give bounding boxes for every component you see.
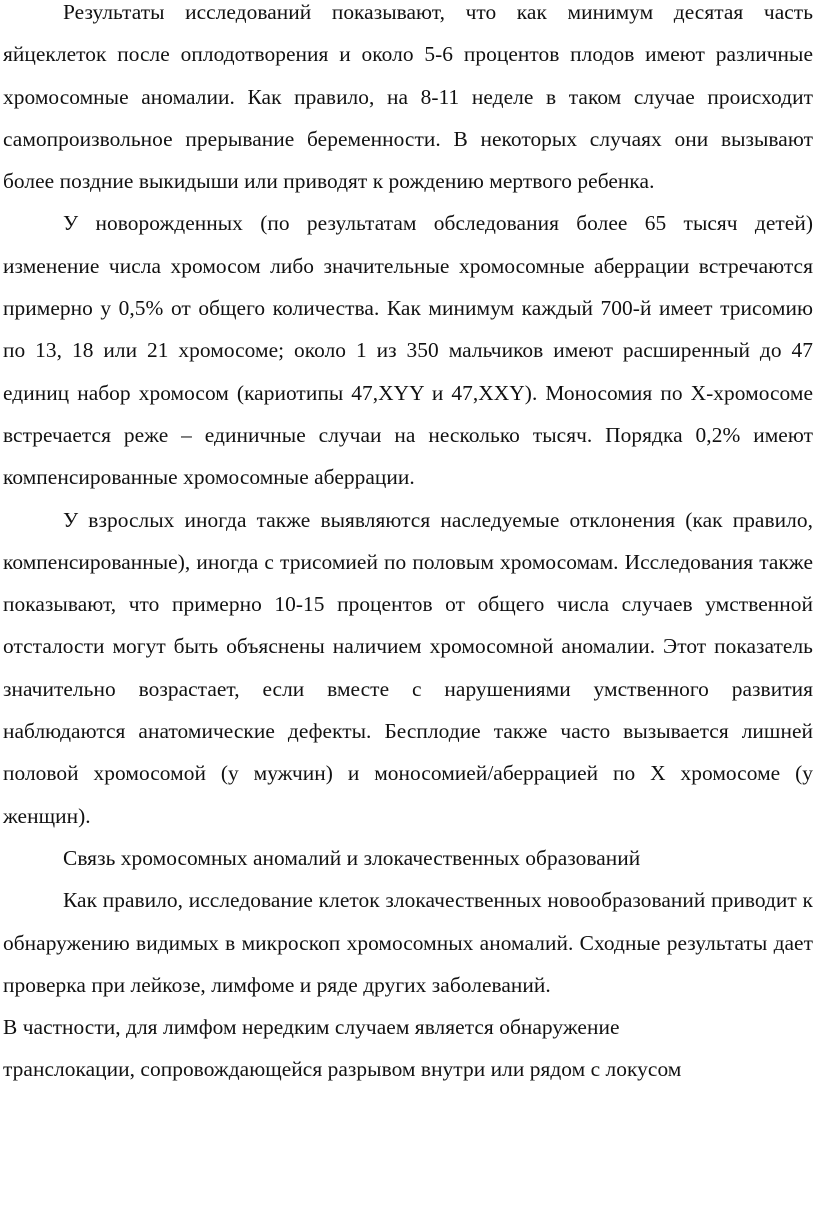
paragraph-1: Результаты исследований показывают, что как минимум десятая часть яйцеклеток после оплодотворения и около 5-6 процентов плодов имеют различные хромосомные аномалии. Как правило, на 8-11 неделе в таком случае происходит самопроизвольное прерывание беременности. В некоторых случаях они вызывают более поздние выкидыши или приводят к рождению мертвого ребенка. xyxy=(3,0,813,194)
paragraph-5-line-2: транслокации, сопровождающейся разрывом внутри или рядом с локусом xyxy=(3,1057,682,1082)
paragraph-4: Как правило, исследование клеток злокачественных новообразований приводит к обнаружению видимых в микроскоп хромосомных аномалий. Сходные результаты дает проверка при лейкозе, лимфоме и ряде других заболеваний. xyxy=(3,888,813,997)
section-heading: Связь хромосомных аномалий и злокачественных образований xyxy=(63,845,641,870)
document-page xyxy=(3,0,813,1091)
paragraph-3: У взрослых иногда также выявляются наследуемые отклонения (как правило, компенсированные), иногда с трисомией по половым хромосомам. Исследования также показывают, что примерно 10-15 процентов от общего числа случаев умственной отсталости могут быть объяснены наличием хромосомной аномалии. Этот показатель значительно возрастает, если вместе с нарушениями умственного развития наблюдаются анатомические дефекты. Бесплодие также часто вызывается лишней половой хромосомой (у мужчин) и моносомией/аберрацией по Х хромосоме (у женщин). xyxy=(3,507,813,828)
paragraph-5-line-1: В частности, для лимфом нередким случаем является обнаружение xyxy=(3,1015,620,1040)
paragraph-5 xyxy=(3,1006,813,1091)
paragraph-2: У новорожденных (по результатам обследования более 65 тысяч детей) изменение числа хромосом либо значительные хромосомные аберрации встречаются примерно у 0,5% от общего количества. Как минимум каждый 700-й имеет трисомию по 13, 18 или 21 хромосоме; около 1 из 350 мальчиков имеют расширенный до 47 единиц набор хромосом (кариотипы 47,XYY и 47,XXY). Моносомия по Х-хромосоме встречается реже – единичные случаи на несколько тысяч. Порядка 0,2% имеют компенсированные хромосомные аберрации. xyxy=(3,211,813,490)
